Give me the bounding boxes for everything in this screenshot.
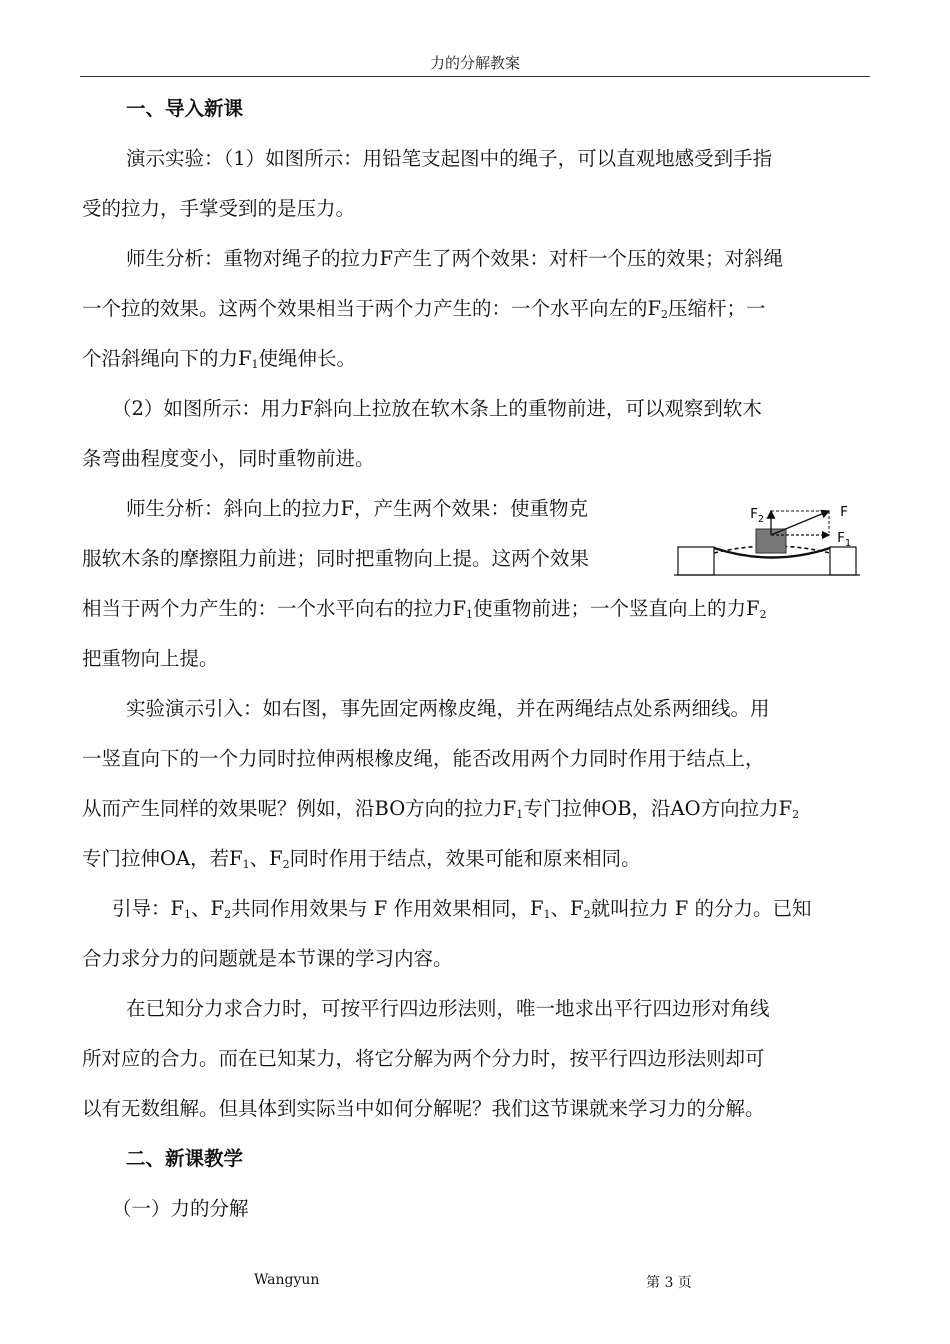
paragraph-line: 所对应的合力。而在已知某力，将它分解为两个分力时，按平行四边形法则却可 bbox=[82, 1047, 765, 1070]
paragraph-line: 从而产生同样的效果呢？例如，沿BO方向的拉力$F_1$专门拉伸OB，沿AO方向拉力$F_2$ bbox=[82, 797, 800, 821]
paragraph-line: 服软木条的摩擦阻力前进；同时把重物向上提。这两个效果 bbox=[82, 547, 590, 570]
label-f2: $F_2$ bbox=[750, 507, 764, 525]
paragraph-line: 一竖直向下的一个力同时拉伸两根橡皮绳，能否改用两个力同时作用于结点上， bbox=[82, 747, 765, 770]
subsection-heading: （一）力的分解 bbox=[112, 1197, 249, 1220]
paragraph-line: 师生分析：斜向上的拉力F，产生两个效果：使重物克 bbox=[126, 497, 589, 520]
header-rule bbox=[80, 76, 870, 77]
section-heading-2: 二、新课教学 bbox=[126, 1147, 244, 1170]
footer-author: Wangyun bbox=[254, 1272, 320, 1288]
paragraph-line: 把重物向上提。 bbox=[82, 647, 219, 670]
paragraph-line: 个沿斜绳向下的力$F_1$使绳伸长。 bbox=[82, 347, 357, 371]
document-body bbox=[82, 84, 870, 1234]
paragraph-line: 在已知分力求合力时，可按平行四边形法则，唯一地求出平行四边形对角线 bbox=[126, 997, 770, 1020]
paragraph-line: 以有无数组解。但具体到实际当中如何分解呢？我们这节课就来学习力的分解。 bbox=[82, 1097, 765, 1120]
paragraph-line: 受的拉力，手掌受到的是压力。 bbox=[82, 197, 356, 220]
force-diagram bbox=[674, 497, 864, 579]
paragraph-line: 师生分析：重物对绳子的拉力F产生了两个效果：对杆一个压的效果；对斜绳 bbox=[126, 247, 784, 270]
paragraph-line: （2）如图所示：用力F斜向上拉放在软木条上的重物前进，可以观察到软木 bbox=[112, 397, 762, 420]
paragraph-line: 条弯曲程度变小，同时重物前进。 bbox=[82, 447, 375, 470]
section-heading-1: 一、导入新课 bbox=[126, 97, 244, 120]
paragraph-line: 演示实验：（1）如图所示：用铅笔支起图中的绳子，可以直观地感受到手指 bbox=[126, 147, 773, 170]
paragraph-line: 引导：$F_1$、$F_2$共同作用效果与 F 作用效果相同，$F_1$、$F_2$就叫拉力 F 的分力。已知 bbox=[112, 897, 812, 921]
paragraph-line: 合力求分力的问题就是本节课的学习内容。 bbox=[82, 947, 453, 970]
paragraph-line: 实验演示引入：如右图，事先固定两橡皮绳，并在两绳结点处系两细线。用 bbox=[126, 697, 770, 720]
force-f-arrow bbox=[771, 511, 829, 535]
page-header: 力的分解教案 bbox=[429, 54, 520, 72]
paragraph-line: 相当于两个力产生的：一个水平向右的拉力$F_1$使重物前进；一个竖直向上的力$F_2$ bbox=[82, 597, 767, 621]
paragraph-line: 专门拉伸OA，若$F_1$、$F_2$同时作用于结点，效果可能和原来相同。 bbox=[82, 847, 641, 871]
footer-page-number: 第 3 页 bbox=[646, 1275, 692, 1291]
paragraph-line: 一个拉的效果。这两个效果相当于两个力产生的：一个水平向左的$F_2$压缩杆；一 bbox=[82, 297, 766, 321]
label-f1: $F_1$ bbox=[837, 531, 851, 549]
label-f: F bbox=[840, 505, 848, 520]
